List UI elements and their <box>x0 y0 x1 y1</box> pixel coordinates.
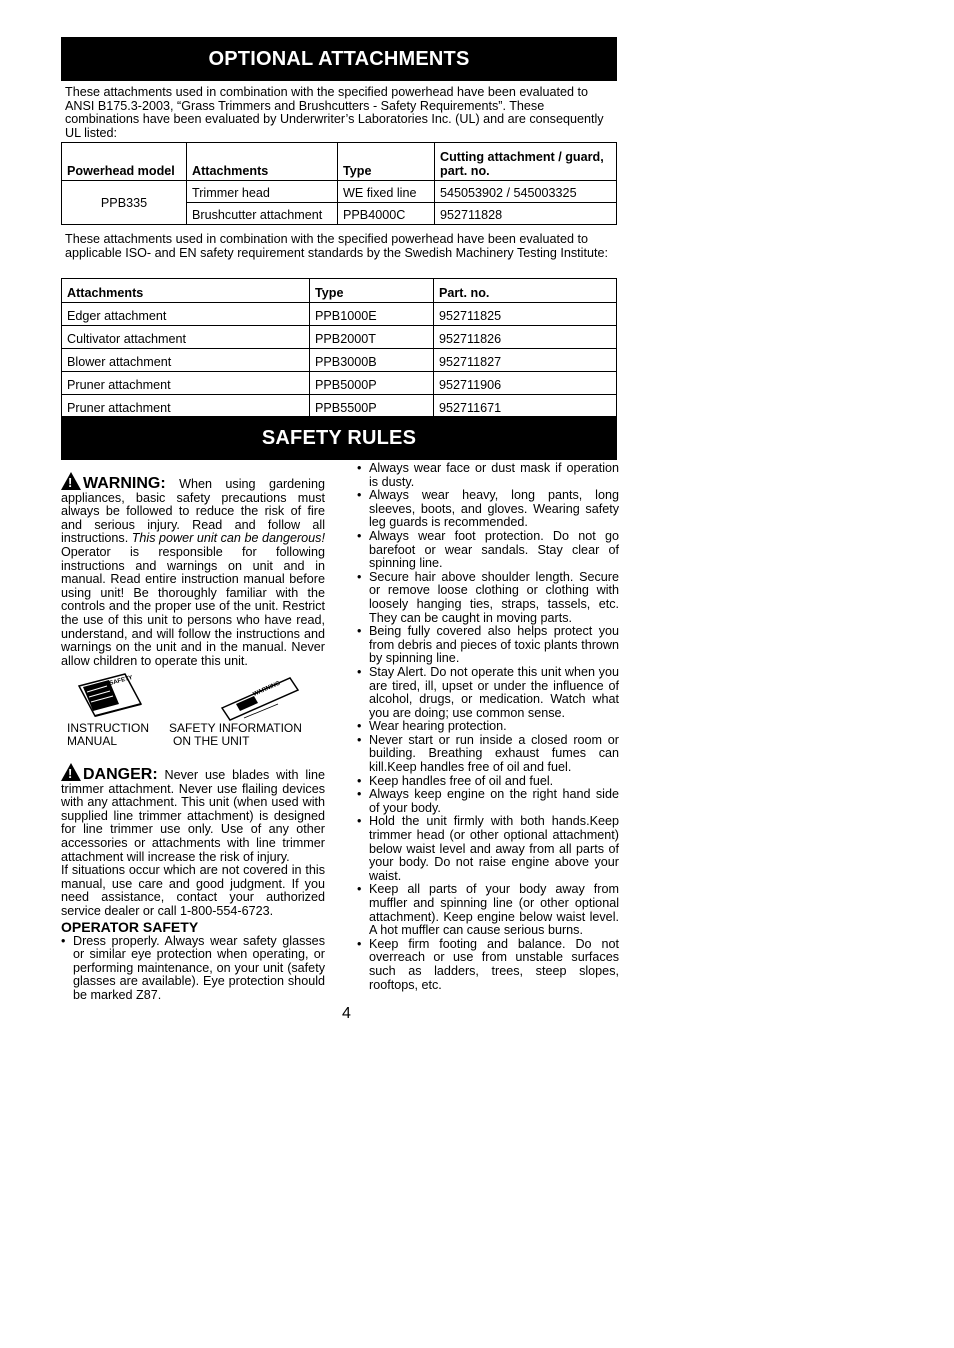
th-attachments: Attachments <box>187 143 338 181</box>
table-header-row <box>62 279 617 303</box>
situations-text: If situations occur which are not covered in this manual, use care and good judgment. If you need assistance, contact your authorized service dealer or call 1-800-554-6723. <box>61 863 325 918</box>
list-item: • Stay Alert. Do not operate this unit when you are tired, ill, upset or under the influence of alcohol, drugs, or medication. Watch what you are doing; use common sense. <box>357 666 619 720</box>
page-number: 4 <box>342 1005 351 1022</box>
iso-intro-text: These attachments used in combination with the specified powerhead have been evaluated to applicable ISO- and EN safety requirement standards by the Swedish Machinery Testing Institute: <box>65 232 608 260</box>
th-cutting-attachment: Cutting attachment / guard, part. no. <box>435 143 617 181</box>
list-item: • Always wear heavy, long pants, long sleeves, boots, and gloves. Wearing safety leg guards is recommended. <box>357 489 619 530</box>
iso-attachments-table <box>61 278 617 418</box>
caption-line: ON THE UNIT <box>173 734 250 748</box>
table-cell: 952711825 <box>434 303 617 326</box>
th-powerhead-model: Powerhead model <box>62 143 187 181</box>
warning-italic-text: This power unit can be dangerous! <box>131 531 325 546</box>
caption-line: SAFETY INFORMATION <box>169 721 302 735</box>
caption-line: INSTRUCTION <box>67 721 149 735</box>
caption-line: MANUAL <box>67 734 118 748</box>
table-row <box>62 181 617 203</box>
caption-instruction-manual <box>67 722 149 748</box>
warning-triangle-icon <box>61 472 81 490</box>
list-item: • Never start or run inside a closed room or building. Breathing exhaust fumes can kill.Keep handles free of oil and fuel. <box>357 734 619 775</box>
book-safety-text: SAFETY <box>108 675 134 687</box>
warning-text: When using gardening appliances, basic safety precautions must always be followed to reduce the risk of fire and serious injury. Read and follow all instructions. <box>61 477 325 546</box>
warning-label: WARNING: <box>83 475 166 492</box>
table-row <box>62 395 617 418</box>
ul-intro-text: These attachments used in combination with the specified powerhead have been evaluated to ANSI B175.3-2003, “Grass Trimmers and Brushcutters - Safety Requirements”. These combinations have been evaluated by Underwriter’s Laboratories Inc. (UL) and are consequently UL listed: <box>65 85 604 140</box>
table-cell: Edger attachment <box>62 303 310 326</box>
table-cell: PPB2000T <box>310 326 434 349</box>
instruction-manual-icon <box>75 668 145 720</box>
list-item: • Wear hearing protection. <box>357 720 619 734</box>
list-item: • Keep handles free of oil and fuel. <box>357 775 619 789</box>
ul-attachments-table <box>61 142 617 225</box>
table-cell: PPB1000E <box>310 303 434 326</box>
table-cell: Pruner attachment <box>62 395 310 418</box>
list-item: • Keep all parts of your body away from muffler and spinning line (or other optional attachment). Keep engine below waist level. A hot muffler can cause serious burns. <box>357 883 619 937</box>
list-item: • Always wear face or dust mask if operation is dusty. <box>357 462 619 489</box>
decal-warning-text: WARNING <box>252 680 282 698</box>
table-cell: Cultivator attachment <box>62 326 310 349</box>
table-cell: PPB5000P <box>310 372 434 395</box>
safety-decal-icon <box>218 670 304 722</box>
list-item: • Secure hair above shoulder length. Secure or remove loose clothing or clothing with loosely hanging ties, straps, tassels, etc. They can be caught in moving parts. <box>357 571 619 625</box>
table-cell: 952711826 <box>434 326 617 349</box>
right-safety-list <box>357 462 619 992</box>
table-row <box>62 372 617 395</box>
table-cell: 952711827 <box>434 349 617 372</box>
table-cell: 952711828 <box>435 203 617 225</box>
list-item: • Being fully covered also helps protect you from debris and pieces of toxic plants thrown by spinning line. <box>357 625 619 666</box>
table-header-row <box>62 143 617 181</box>
table-cell: PPB4000C <box>338 203 435 225</box>
table-row <box>62 303 617 326</box>
th-type: Type <box>338 143 435 181</box>
table-row <box>62 326 617 349</box>
optional-attachments-heading: OPTIONAL ATTACHMENTS <box>61 37 617 81</box>
table-cell: Trimmer head <box>187 181 338 203</box>
danger-text: Never use blades with line trimmer attachment. Never use flailing devices with any attachment. This unit (when used with supplied line trimmer attachment) is designed for line trimmer use only. Use of any other accessories or attachments with line trimmer attachment will increase the risk of injury. <box>61 768 325 864</box>
warning-block <box>61 472 325 668</box>
table-cell: PPB3000B <box>310 349 434 372</box>
cell-powerhead-model: PPB335 <box>62 181 187 225</box>
caption-safety-information <box>169 722 302 748</box>
operator-safety-heading: OPERATOR SAFETY <box>61 918 199 935</box>
danger-block <box>61 763 325 1003</box>
table-cell: WE fixed line <box>338 181 435 203</box>
table-row <box>62 349 617 372</box>
table-cell: Blower attachment <box>62 349 310 372</box>
list-item: • Hold the unit firmly with both hands.Keep trimmer head (or other optional attachment) below waist level and away from all parts of your body. Do not raise engine above your waist. <box>357 815 619 883</box>
operator-safety-list <box>61 935 325 1003</box>
safety-rules-heading: SAFETY RULES <box>61 416 617 460</box>
table-cell: Pruner attachment <box>62 372 310 395</box>
th-attachments: Attachments <box>62 279 310 303</box>
list-item: • Dress properly. Always wear safety glasses or similar eye protection when operating, or performing maintenance, on your unit (safety glasses are available). Eye protection should be marked Z87. <box>61 935 325 1003</box>
danger-label: DANGER: <box>83 766 158 783</box>
table-cell: PPB5500P <box>310 395 434 418</box>
table-cell: 952711906 <box>434 372 617 395</box>
list-item: • Always wear foot protection. Do not go barefoot or wear sandals. Stay clear of spinning line. <box>357 530 619 571</box>
table-cell: Brushcutter attachment <box>187 203 338 225</box>
table-cell: 952711671 <box>434 395 617 418</box>
th-part-no: Part. no. <box>434 279 617 303</box>
list-item: • Always keep engine on the right hand side of your body. <box>357 788 619 815</box>
warning-text-continued: Operator is responsible for following instructions and warnings on unit and in manual. Read entire instruction manual before using unit! Be thoroughly familiar with the controls and the proper use of the unit. Restrict the use of this unit to persons who have read, understand, and will follow the instructions and warnings on the unit and in the manual. Never allow children to operate this unit. <box>61 544 325 668</box>
th-type: Type <box>310 279 434 303</box>
table-cell: 545053902 / 545003325 <box>435 181 617 203</box>
list-item: • Keep firm footing and balance. Do not overreach or use from unstable surfaces such as ladders, trees, steep slopes, rooftops, etc. <box>357 938 619 992</box>
danger-triangle-icon <box>61 763 81 781</box>
